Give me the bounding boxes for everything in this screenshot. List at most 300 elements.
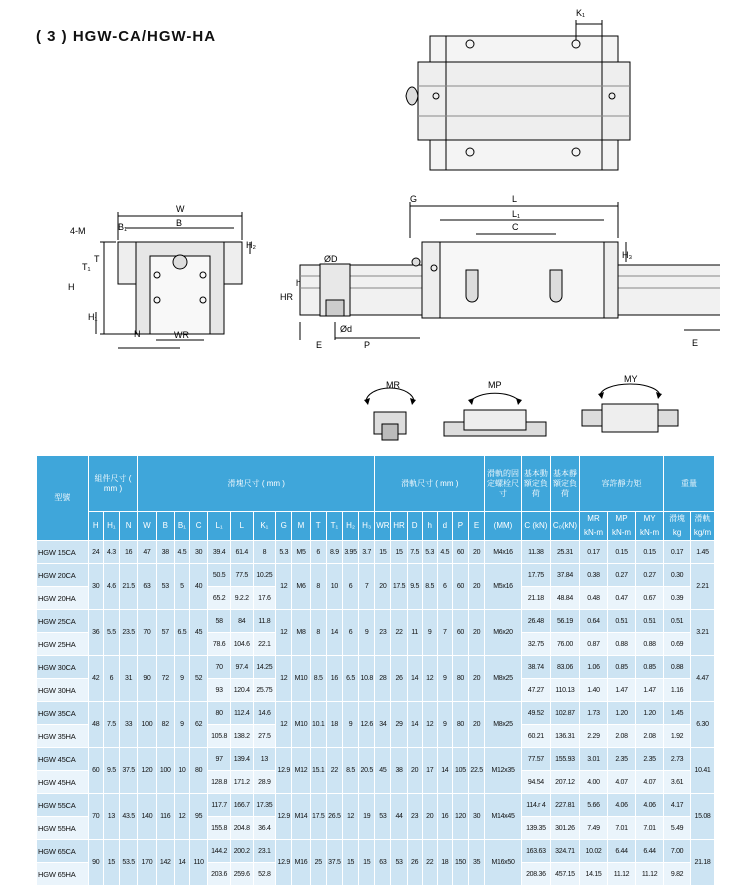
value-cell: 128.8 [208,771,231,794]
value-cell: M16x50 [485,840,522,886]
subheader-cell [521,512,550,541]
value-cell: 12 [422,656,437,702]
table-row [37,541,715,564]
value-cell: 23 [375,610,391,656]
value-cell: 2.08 [636,725,664,748]
value-cell: 1.16 [664,679,691,702]
value-cell: 72 [156,656,174,702]
value-cell: 7 [437,610,452,656]
subheader-label: T₁ [330,521,339,530]
value-cell: 63 [375,840,391,886]
model-cell: HGW 30CA [37,656,89,679]
value-cell: 144.2 [208,840,231,863]
value-cell: 0.51 [608,610,636,633]
subheader-label: N [125,521,132,530]
subheader-cell [156,512,174,541]
value-cell: 36.4 [253,817,276,840]
value-cell: M10 [292,656,310,702]
n-label: N [134,329,141,339]
model-cell: HGW 65CA [37,840,89,863]
value-cell: 0.17 [580,541,608,564]
value-cell: 14 [407,702,422,748]
subheader-cell [88,512,103,541]
value-cell: 0.30 [664,564,691,587]
value-cell: 80 [208,702,231,725]
value-cell: 0.88 [608,633,636,656]
subheader-label: T [315,521,321,530]
value-cell: 28.9 [253,771,276,794]
value-cell: 1.45 [691,541,715,564]
value-cell: 23.5 [119,610,137,656]
value-cell: 60.21 [521,725,550,748]
value-cell: 20 [469,702,485,748]
c-label: C [512,222,519,232]
value-cell: 5.66 [580,794,608,817]
value-cell: 50.5 [208,564,231,587]
moment-mr-figure [360,372,420,444]
value-cell: 9 [437,656,452,702]
subheader-cell [189,512,207,541]
value-cell: 30 [88,564,103,610]
value-cell: 5.49 [664,817,691,840]
value-cell: M5x16 [485,564,522,610]
value-cell: M12 [292,748,310,794]
subheader-label: P [457,521,464,530]
value-cell: 13 [103,794,119,840]
value-cell: 22.1 [253,633,276,656]
value-cell: 0.39 [664,587,691,610]
value-cell: 10.8 [359,656,375,702]
value-cell: 0.88 [664,656,691,679]
value-cell: 20 [422,794,437,840]
value-cell: 15 [359,840,375,886]
value-cell: 6.30 [691,702,715,748]
mr-label: MR [386,380,400,390]
value-cell: 9.5 [103,748,119,794]
col-bolt-header: 滑軌的固定螺栓尺寸 [485,456,522,512]
subheader-label: D [411,521,418,530]
value-cell: 227.81 [550,794,579,817]
subheader-label: M [297,521,305,530]
value-cell: 6.44 [636,840,664,863]
value-cell: 20 [469,541,485,564]
subheader-label: B [162,521,168,530]
value-cell: 3.21 [691,610,715,656]
model-cell: HGW 45HA [37,771,89,794]
h2-label: H₂ [246,240,256,250]
value-cell: 70 [88,794,103,840]
value-cell: 10 [326,564,342,610]
value-cell: 14.6 [253,702,276,725]
value-cell: 170 [138,840,156,886]
value-cell: 6.5 [174,610,189,656]
value-cell: 112.4 [230,702,253,725]
value-cell: 38.74 [521,656,550,679]
subheader-cell [230,512,253,541]
value-cell: 116 [156,794,174,840]
subheader-label: 滑塊 [669,514,686,523]
value-cell: 12 [276,610,292,656]
value-cell: 9 [174,656,189,702]
value-cell: 0.47 [608,587,636,610]
value-cell: 14 [174,840,189,886]
value-cell: 52.8 [253,863,276,886]
value-cell: 30 [469,794,485,840]
subheader-cell [292,512,310,541]
subheader-label: 滑軌 [694,514,711,523]
value-cell: 30 [189,541,207,564]
subheader-cell [391,512,407,541]
value-cell: M4x16 [485,541,522,564]
subheader-cell [208,512,231,541]
col-assembly-header: 組件尺寸 ( mm ) [88,456,138,512]
value-cell: 90 [138,656,156,702]
subheader-unit: kN-m [640,528,660,537]
subheader-label: H₁ [107,521,116,530]
value-cell: 12.9 [276,840,292,886]
value-cell: 90 [88,840,103,886]
value-cell: 11.38 [521,541,550,564]
e-label: E [316,340,323,350]
value-cell: 44 [391,794,407,840]
value-cell: 11.12 [636,863,664,886]
k1-label: K₁ [576,8,586,18]
value-cell: 37.5 [119,748,137,794]
value-cell: 53 [375,794,391,840]
subheader-cell [469,512,485,541]
value-cell: 42 [88,656,103,702]
value-cell: 4.07 [636,771,664,794]
value-cell: 14.15 [580,863,608,886]
subheader-cell [580,512,608,541]
model-cell: HGW 25HA [37,633,89,656]
value-cell: 8 [310,564,326,610]
value-cell: 22 [422,840,437,886]
col-moment-header: 容許靜力矩 [580,456,664,512]
value-cell: 17.75 [521,564,550,587]
subheader-cell [375,512,391,541]
value-cell: 38 [391,748,407,794]
value-cell: 95 [189,794,207,840]
value-cell: 4.47 [691,656,715,702]
subheader-cell [636,512,664,541]
value-cell: 12 [276,656,292,702]
value-cell: 17.35 [253,794,276,817]
table-row [37,840,715,863]
value-cell: 150 [452,840,468,886]
value-cell: 34 [375,702,391,748]
value-cell: 40 [189,564,207,610]
value-cell: 52 [189,656,207,702]
value-cell: 53 [156,564,174,610]
value-cell: 100 [138,702,156,748]
subheader-unit: kN-m [583,528,604,537]
value-cell: 7.00 [664,840,691,863]
subheader-label: H₃ [362,521,372,530]
value-cell: 22 [326,748,342,794]
model-cell: HGW 55CA [37,794,89,817]
value-cell: 102.87 [550,702,579,725]
value-cell: 1.73 [580,702,608,725]
value-cell: 259.6 [230,863,253,886]
subheader-cell [310,512,326,541]
subheader-cell [407,512,422,541]
value-cell: 15 [342,840,358,886]
value-cell: 20 [469,564,485,610]
value-cell: 0.85 [636,656,664,679]
value-cell: 26 [407,840,422,886]
value-cell: 13 [253,748,276,771]
subheader-label: L₁ [215,521,223,530]
value-cell: 4.3 [103,541,119,564]
value-cell: 39.4 [208,541,231,564]
value-cell: 6 [103,656,119,702]
value-cell: 0.87 [580,633,608,656]
col-weight-header: 重量 [664,456,715,512]
value-cell: 140 [138,794,156,840]
value-cell: 57 [156,610,174,656]
table-row [37,702,715,725]
value-cell: 2.29 [580,725,608,748]
value-cell: 7.49 [580,817,608,840]
value-cell: 61.4 [230,541,253,564]
value-cell: M8 [292,610,310,656]
col-rail-header: 滑軌尺寸 ( mm ) [375,456,485,512]
moment-my-figure [580,368,680,448]
subheader-unit: kg/m [693,528,712,537]
value-cell: 4.17 [664,794,691,817]
value-cell: 7.01 [636,817,664,840]
value-cell: 53 [391,840,407,886]
value-cell: 12.9 [276,794,292,840]
value-cell: 3.61 [664,771,691,794]
value-cell: M6 [292,564,310,610]
value-cell: 15.1 [310,748,326,794]
value-cell: 4.5 [437,541,452,564]
model-cell: HGW 55HA [37,817,89,840]
value-cell: 26.5 [326,794,342,840]
value-cell: 204.8 [230,817,253,840]
value-cell: 83.06 [550,656,579,679]
value-cell: 0.15 [636,541,664,564]
value-cell: 65.2 [208,587,231,610]
subheader-cell [452,512,468,541]
model-cell: HGW 30HA [37,679,89,702]
value-cell: 6 [310,541,326,564]
value-cell: 5.5 [103,610,119,656]
subheader-cell [437,512,452,541]
value-cell: M16 [292,840,310,886]
value-cell: 20 [469,610,485,656]
col-model-header: 型號 [37,456,89,541]
block-front-view [60,200,280,350]
mp-label: MP [488,380,502,390]
col-stat-header: 基本靜額定負荷 [550,456,579,512]
value-cell: 10.25 [253,564,276,587]
value-cell: 6 [342,564,358,610]
value-cell: 0.51 [636,610,664,633]
subheader-unit: kN-m [611,528,632,537]
value-cell: 10.41 [691,748,715,794]
value-cell: 32.75 [521,633,550,656]
subheader-cell [103,512,119,541]
value-cell: 70 [138,610,156,656]
value-cell: 22.5 [469,748,485,794]
subheader-label: L [239,521,244,530]
value-cell: 27.5 [253,725,276,748]
block-top-view [400,0,650,180]
value-cell: 12 [174,794,189,840]
model-cell: HGW 20HA [37,587,89,610]
value-cell: 4.07 [608,771,636,794]
value-cell: 10 [174,748,189,794]
value-cell: 2.21 [691,564,715,610]
value-cell: 3.01 [580,748,608,771]
value-cell: 14.25 [253,656,276,679]
value-cell: 58 [208,610,231,633]
model-cell: HGW 65HA [37,863,89,886]
value-cell: 1.06 [580,656,608,679]
value-cell: 47.27 [521,679,550,702]
value-cell: 7.5 [103,702,119,748]
subheader-label: WR [376,521,390,530]
value-cell: 18 [437,840,452,886]
value-cell: 9.2.2 [230,587,253,610]
subheader-label: C (kN) [524,521,548,530]
value-cell: 16 [119,541,137,564]
value-cell: 23 [407,794,422,840]
value-cell: 78.6 [208,633,231,656]
value-cell: 15 [375,541,391,564]
subheader-label: h [427,521,432,530]
subheader-label: E [473,521,480,530]
value-cell: 8.5 [342,748,358,794]
value-cell: 70 [208,656,231,679]
value-cell: 26 [391,656,407,702]
page-title: ( 3 ) HGW-CA/HGW-HA [36,28,217,45]
model-cell: HGW 20CA [37,564,89,587]
value-cell: M10 [292,702,310,748]
value-cell: 12 [422,702,437,748]
model-cell: HGW 15CA [37,541,89,564]
value-cell: 4.00 [580,771,608,794]
value-cell: 80 [452,702,468,748]
value-cell: 203.6 [208,863,231,886]
value-cell: 35 [469,840,485,886]
value-cell: 171.2 [230,771,253,794]
value-cell: 1.40 [580,679,608,702]
subheader-label: HR [393,521,405,530]
value-cell: 43.5 [119,794,137,840]
subheader-label: H [92,521,99,530]
value-cell: 4.5 [174,541,189,564]
wr-label: WR [174,330,189,340]
p-label: P [364,340,371,350]
value-cell: 110.13 [550,679,579,702]
value-cell: 120 [452,794,468,840]
value-cell: 37.5 [326,840,342,886]
value-cell: 8.5 [310,656,326,702]
value-cell: 120.4 [230,679,253,702]
subheader-cell [342,512,358,541]
value-cell: 139.35 [521,817,550,840]
value-cell: 18 [326,702,342,748]
value-cell: 36 [88,610,103,656]
value-cell: 0.27 [636,564,664,587]
value-cell: 155.8 [208,817,231,840]
value-cell: 100 [156,748,174,794]
value-cell: 80 [452,656,468,702]
value-cell: 94.54 [521,771,550,794]
value-cell: 4.6 [103,564,119,610]
table-row [37,656,715,679]
value-cell: 23.1 [253,840,276,863]
subheader-cell [253,512,276,541]
value-cell: 24 [88,541,103,564]
value-cell: 97.4 [230,656,253,679]
value-cell: 9 [359,610,375,656]
g-label: G [410,194,418,204]
value-cell: 155.93 [550,748,579,771]
value-cell: 3.95 [342,541,358,564]
value-cell: 2.73 [664,748,691,771]
spec-table [36,455,715,886]
value-cell: 63 [138,564,156,610]
four-m-label: 4-M [70,226,86,236]
subheader-cell [174,512,189,541]
value-cell: 11.8 [253,610,276,633]
value-cell: 0.51 [664,610,691,633]
value-cell: 17.5 [391,564,407,610]
value-cell: 0.27 [608,564,636,587]
value-cell: 0.88 [636,633,664,656]
value-cell: M12x35 [485,748,522,794]
w-label: W [176,204,185,214]
value-cell: 17.5 [310,794,326,840]
value-cell: 14 [407,656,422,702]
value-cell: 47 [138,541,156,564]
model-cell: HGW 45CA [37,748,89,771]
b-label: B [176,218,183,228]
value-cell: 17 [422,748,437,794]
value-cell: 21.5 [119,564,137,610]
value-cell: 33 [119,702,137,748]
value-cell: 10.1 [310,702,326,748]
value-cell: 10.02 [580,840,608,863]
value-cell: 26.48 [521,610,550,633]
value-cell: 7.01 [608,817,636,840]
value-cell: 11.12 [608,863,636,886]
value-cell: 4.06 [636,794,664,817]
model-cell: HGW 35HA [37,725,89,748]
value-cell: 82 [156,702,174,748]
value-cell: 2.08 [608,725,636,748]
value-cell: M5 [292,541,310,564]
table-row [37,564,715,587]
h1-label: H₁ [88,312,98,322]
value-cell: 12.6 [359,702,375,748]
subheader-label: W [143,521,151,530]
subheader-cell [608,512,636,541]
subheader-cell [664,512,691,541]
value-cell: 110 [189,840,207,886]
value-cell: 301.26 [550,817,579,840]
value-cell: 45 [189,610,207,656]
value-cell: 12 [276,564,292,610]
value-cell: 15 [391,541,407,564]
subheader-label: H₂ [346,521,355,530]
value-cell: 31 [119,656,137,702]
